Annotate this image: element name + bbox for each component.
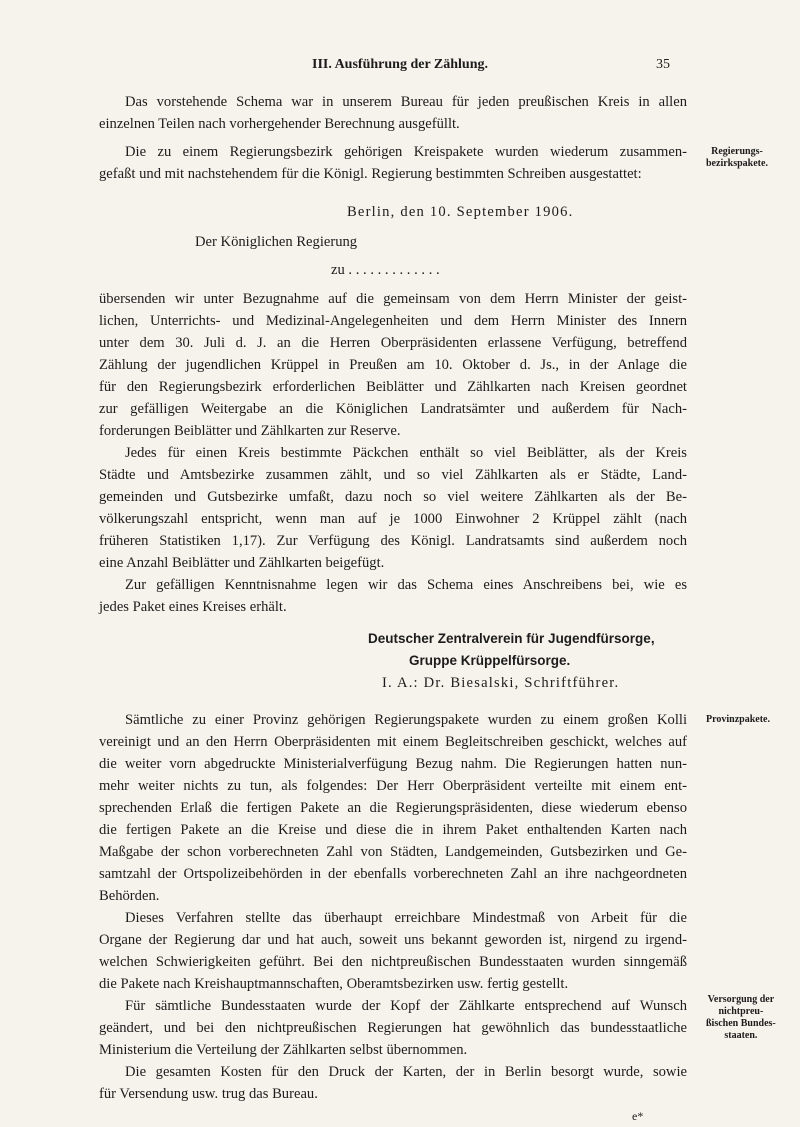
signature-mark: e* — [632, 1109, 644, 1123]
text-line: samtzahl der Ortspolizeibehörden in der ebenfalls vorberechneten Zahl an ihre nachgeordneten — [99, 866, 687, 882]
margin-note-versorgung: Versorgung der nichtpreu- ßischen Bundes- staaten. — [706, 994, 776, 1041]
text-line: vereinigt und an den Herrn Oberpräsidenten mit einem Begleitschreiben geschickt, welches auf — [99, 734, 687, 750]
signature-group: Gruppe Krüppelfürsorge. — [409, 653, 571, 668]
text-line: einzelnen Teilen nach vorhergehender Berechnung ausgefüllt. — [99, 116, 460, 132]
margin-note-provinzpakete: Provinzpakete. — [706, 714, 770, 725]
text-line: für Versendung usw. trug das Bureau. — [99, 1086, 318, 1102]
text-line: sprechenden Erlaß die fertigen Pakete an die Regierungspräsidenten, diese wiederum ebenso — [99, 800, 687, 816]
text-line: unter dem 30. Juli d. J. an die Herren Oberpräsidenten erlassene Verfügung, betreffend — [99, 335, 687, 351]
letter-place-date: Berlin, den 10. September 1906. — [347, 204, 574, 220]
letter-addressee: Der Königlichen Regierung — [195, 234, 358, 250]
signature-signer: I. A.: Dr. Biesalski, Schriftführer. — [382, 675, 620, 691]
text-line: forderungen Beiblätter und Zählkarten zur Reserve. — [99, 423, 401, 439]
text-line: die weiter vorn abgedruckte Ministerialverfügung Bezug nahm. Die Regierungen hatten nun- — [99, 756, 687, 772]
text-line: früheren Statistiken 1,17). Zur Verfügung des Königl. Landratsamts sind außerdem noch — [99, 533, 687, 549]
text-line: zur gefälligen Weitergabe an die Königlichen Landratsämter und außerdem für Nach- — [99, 401, 687, 417]
text-line: Für sämtliche Bundesstaaten wurde der Kopf der Zählkarte entsprechend auf Wunsch — [125, 998, 687, 1014]
text-line: Zählung der jugendlichen Krüppel in Preußen am 10. Oktober d. Js., in der Anlage die — [99, 357, 687, 373]
text-line: Maßgabe der schon vorberechneten Zahl von Städten, Landgemeinden, Gutsbezirken und Ge- — [99, 844, 687, 860]
text-line: Zur gefälligen Kenntnisnahme legen wir das Schema eines Anschreibens bei, wie es — [125, 577, 687, 593]
page-number: 35 — [656, 57, 670, 72]
letter-zu: zu . . . . . . . . . . . . . — [331, 262, 440, 278]
text-line: Das vorstehende Schema war in unserem Bureau für jeden preußischen Kreis in allen — [125, 94, 687, 110]
text-line: jedes Paket eines Kreises erhält. — [99, 599, 287, 615]
running-header — [0, 57, 800, 79]
text-line: Städte und Amtsbezirke zusammen zählt, und so viel Zählkarten als er Städte, Land- — [99, 467, 687, 483]
text-line: gemeinden und Gutsbezirke umfaßt, dazu noch so viel weitere Zählkarten als der Be- — [99, 489, 687, 505]
text-line: für den Regierungsbezirk erforderlichen Beiblätter und Zählkarten nach Kreisen geordnet — [99, 379, 687, 395]
text-line: Die gesamten Kosten für den Druck der Karten, der in Berlin besorgt wurde, sowie — [125, 1064, 687, 1080]
text-line: Behörden. — [99, 888, 160, 904]
running-title: III. Ausführung der Zählung. — [312, 57, 488, 72]
text-line: Sämtliche zu einer Provinz gehörigen Regierungspakete wurden zu einem großen Kolli — [125, 712, 687, 728]
text-line: welchen Schwierigkeiten geführt. Bei den nichtpreußischen Bundesstaaten wurden sinngemäß — [99, 954, 687, 970]
text-line: die fertigen Pakete an die Kreise und diese die in ihrem Paket enthaltenden Karten nach — [99, 822, 687, 838]
text-line: eine Anzahl Beiblätter und Zählkarten beigefügt. — [99, 555, 385, 571]
text-line: mehr weiter nichts zu tun, als folgendes: Der Herr Oberpräsident verteilte mit einem ent- — [99, 778, 687, 794]
text-line: übersenden wir unter Bezugnahme auf die gemeinsam von dem Herrn Minister der geist- — [99, 291, 687, 307]
text-line: lichen, Unterrichts- und Medizinal-Angelegenheiten und dem Herrn Minister des Innern — [99, 313, 687, 329]
text-line: die Pakete nach Kreishauptmannschaften, Oberamtsbezirken usw. fertig gestellt. — [99, 976, 569, 992]
text-line: Dieses Verfahren stellte das überhaupt erreichbare Mindestmaß von Arbeit für die — [125, 910, 687, 926]
margin-note-regierungspakete: Regierungs- bezirkspakete. — [706, 146, 768, 169]
text-line: Jedes für einen Kreis bestimmte Päckchen enthält so viel Beiblätter, als der Kreis — [125, 445, 687, 461]
text-line: Die zu einem Regierungsbezirk gehörigen Kreispakete wurden wiederum zusammen- — [125, 144, 687, 160]
text-line: geändert, und bei den nichtpreußischen Regierungen hat gewöhnlich das bundesstaatliche — [99, 1020, 687, 1036]
text-line: völkerungszahl entspricht, wenn man auf je 1000 Einwohner 2 Krüppel zählt (nach — [99, 511, 687, 527]
text-line: Ministerium die Verteilung der Zählkarten selbst übernommen. — [99, 1042, 468, 1058]
text-line: Organe der Regierung dar und hat auch, soweit uns bekannt geworden ist, nirgend zu irgend- — [99, 932, 687, 948]
signature-organization: Deutscher Zentralverein für Jugendfürsorge, — [368, 631, 655, 646]
text-line: gefaßt und mit nachstehendem für die Königl. Regierung bestimmten Schreiben ausgestattet: — [99, 166, 642, 182]
